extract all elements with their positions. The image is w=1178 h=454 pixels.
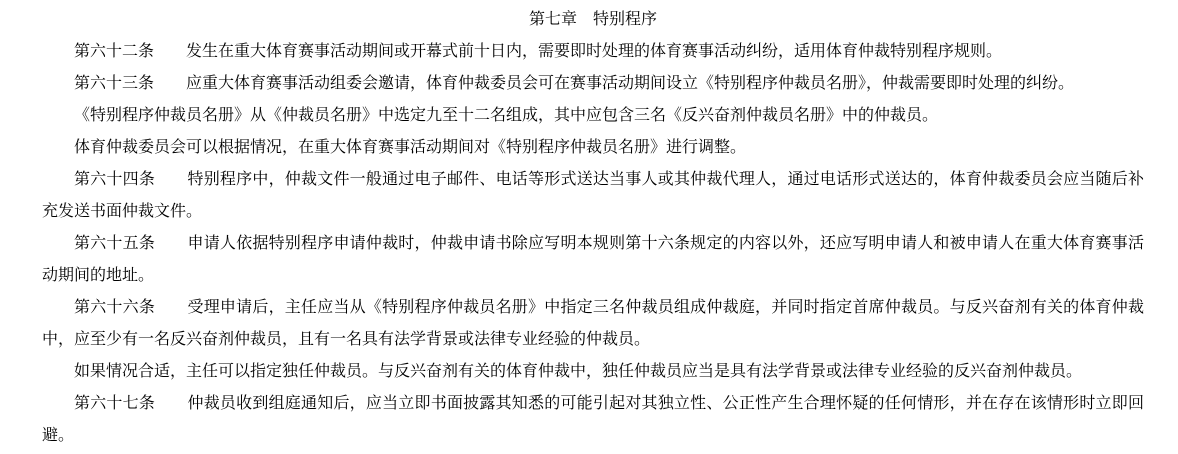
paragraph-article-67: 第六十七条 仲裁员收到组庭通知后，应当立即书面披露其知悉的可能引起对其独立性、公正性产生合理怀疑的任何情形，并在存在该情形时立即回避。: [42, 395, 1144, 444]
paragraph-article-63-roster-composition: 《特别程序仲裁员名册》从《仲裁员名册》中选定九至十二名组成，其中应包含三名《反兴奋剂仲裁员名册》中的仲裁员。: [74, 107, 939, 124]
paragraph-article-63: 第六十三条 应重大体育赛事活动组委会邀请，体育仲裁委员会可在赛事活动期间设立《特别程序仲裁员名册》，仲裁需要即时处理的纠纷。: [74, 75, 1075, 92]
paragraph-article-66-sole-arbitrator: 如果情况合适，主任可以指定独任仲裁员。与反兴奋剂有关的体育仲裁中，独任仲裁员应当是具有法学背景或法律专业经验的反兴奋剂仲裁员。: [74, 363, 1083, 380]
paragraph-article-62: 第六十二条 发生在重大体育赛事活动期间或开幕式前十日内，需要即时处理的体育赛事活动纠纷，适用体育仲裁特别程序规则。: [74, 43, 1003, 60]
paragraph-article-64: 第六十四条 特别程序中，仲裁文件一般通过电子邮件、电话等形式送达当事人或其仲裁代理人，通过电话形式送达的，体育仲裁委员会应当随后补充发送书面仲裁文件。: [42, 171, 1144, 220]
paragraph-article-63-roster-adjustment: 体育仲裁委员会可以根据情况，在重大体育赛事活动期间对《特别程序仲裁员名册》进行调整。: [74, 139, 747, 156]
paragraph-article-65: 第六十五条 申请人依据特别程序申请仲裁时，仲裁申请书除应写明本规则第十六条规定的内容以外，还应写明申请人和被申请人在重大体育赛事活动期间的地址。: [42, 235, 1144, 284]
paragraph-article-66: 第六十六条 受理申请后，主任应当从《特别程序仲裁员名册》中指定三名仲裁员组成仲裁庭，并同时指定首席仲裁员。与反兴奋剂有关的体育仲裁中，应至少有一名反兴奋剂仲裁员，且有一名具有法学背景或法律专业经验的仲裁员。: [42, 299, 1144, 348]
chapter-title: 第七章 特别程序: [528, 11, 657, 28]
